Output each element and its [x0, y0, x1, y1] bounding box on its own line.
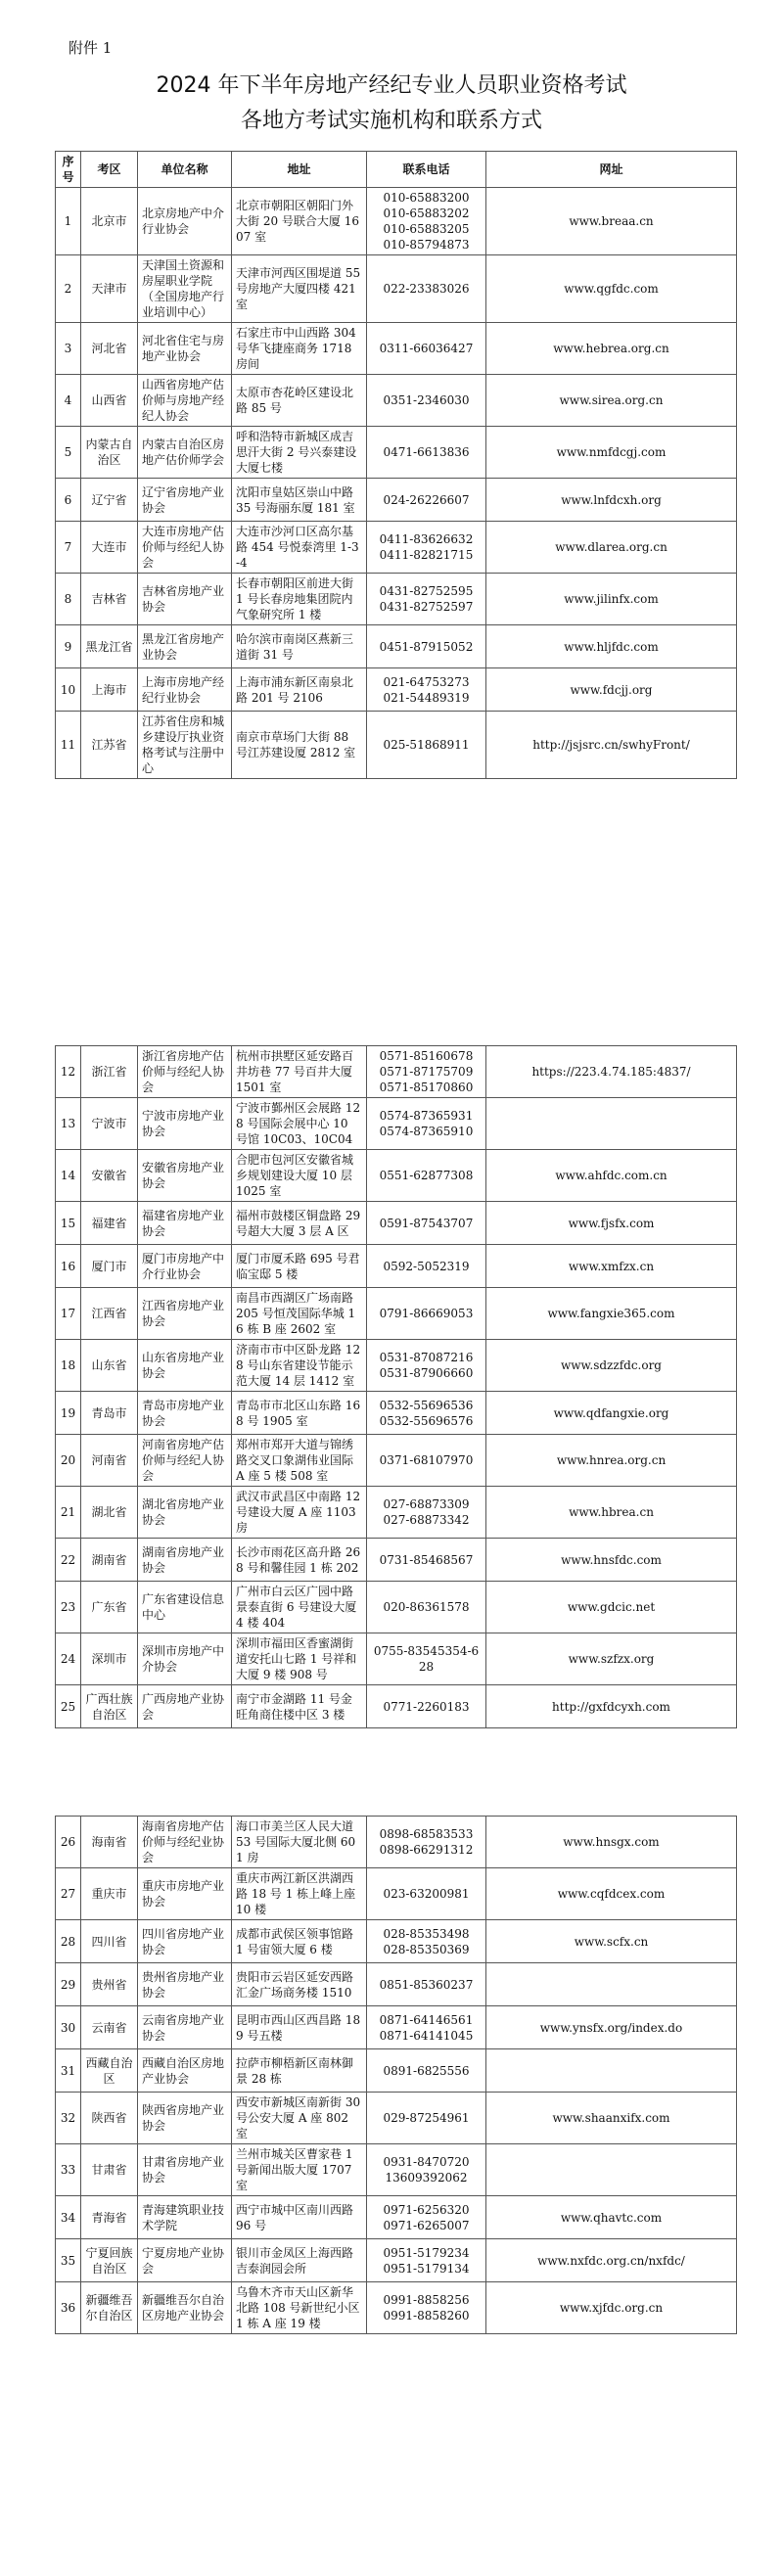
- exam-region: 北京市: [81, 188, 138, 255]
- exam-region: 吉林省: [81, 574, 138, 625]
- exam-region: 上海市: [81, 668, 138, 712]
- address: 南京市草场门大街 88 号江苏建设厦 2812 室: [232, 712, 367, 779]
- phone-number: 0791-86669053: [367, 1288, 486, 1340]
- website: [486, 2144, 737, 2196]
- website: https://223.4.74.185:4837/: [486, 1046, 737, 1098]
- table-row: [56, 574, 737, 625]
- exam-region: 甘肃省: [81, 2144, 138, 2196]
- organization-name: 浙江省房地产估价师与经纪人协会: [138, 1046, 232, 1098]
- row-number: 7: [56, 522, 81, 574]
- website: www.nxfdc.org.cn/nxfdc/: [486, 2239, 737, 2282]
- website: [486, 1963, 737, 2006]
- address: 武汉市武昌区中南路 12 号建设大厦 A 座 1103 房: [232, 1487, 367, 1539]
- row-number: 12: [56, 1046, 81, 1098]
- table-row: [56, 1633, 737, 1685]
- exam-region: 山东省: [81, 1340, 138, 1392]
- row-number: 13: [56, 1098, 81, 1150]
- table-row: [56, 1150, 737, 1202]
- organization-name: 河南省房地产估价师与经纪人协会: [138, 1435, 232, 1487]
- contact-table-page-2: [55, 1045, 737, 1728]
- address: 郑州市郑开大道与锦绣路交叉口象湖伟业国际 A 座 5 楼 508 室: [232, 1435, 367, 1487]
- organization-name: 宁波市房地产业协会: [138, 1098, 232, 1150]
- website: www.xmfzx.cn: [486, 1245, 737, 1288]
- website: www.breaa.cn: [486, 188, 737, 255]
- exam-region: 新疆维吾尔自治区: [81, 2282, 138, 2334]
- organization-name: 深圳市房地产中介协会: [138, 1633, 232, 1685]
- address: 昆明市西山区西昌路 189 号五楼: [232, 2006, 367, 2049]
- exam-region: 辽宁省: [81, 479, 138, 522]
- table-row: [56, 323, 737, 375]
- address: 杭州市拱墅区延安路百井坊巷 77 号百井大厦 1501 室: [232, 1046, 367, 1098]
- row-number: 17: [56, 1288, 81, 1340]
- phone-number: 0531-87087216 0531-87906660: [367, 1340, 486, 1392]
- table-row: [56, 1340, 737, 1392]
- phone-number: 022-23383026: [367, 255, 486, 323]
- table-row: [56, 1202, 737, 1245]
- phone-number: 0551-62877308: [367, 1150, 486, 1202]
- exam-region: 黑龙江省: [81, 625, 138, 668]
- exam-region: 宁夏回族自治区: [81, 2239, 138, 2282]
- table-row: [56, 522, 737, 574]
- address: 上海市浦东新区南泉北路 201 号 2106: [232, 668, 367, 712]
- website: www.szfzx.org: [486, 1633, 737, 1685]
- phone-number: 024-26226607: [367, 479, 486, 522]
- table-row: [56, 427, 737, 479]
- row-number: 2: [56, 255, 81, 323]
- organization-name: 内蒙古自治区房地产估价师学会: [138, 427, 232, 479]
- organization-name: 云南省房地产业协会: [138, 2006, 232, 2049]
- table-row: [56, 1392, 737, 1435]
- exam-region: 云南省: [81, 2006, 138, 2049]
- address: 成都市武侯区领事馆路 1 号宙领大厦 6 楼: [232, 1920, 367, 1963]
- contact-table-page-1: [55, 151, 737, 779]
- address: 拉萨市柳梧新区南林御景 28 栋: [232, 2049, 367, 2093]
- website: www.ynsfx.org/index.do: [486, 2006, 737, 2049]
- phone-number: 010-65883200 010-65883202 010-65883205 010-85794873: [367, 188, 486, 255]
- address: 太原市杏花岭区建设北路 85 号: [232, 375, 367, 427]
- website: www.qgfdc.com: [486, 255, 737, 323]
- row-number: 16: [56, 1245, 81, 1288]
- address: 呼和浩特市新城区成吉思汗大街 2 号兴泰建设大厦七楼: [232, 427, 367, 479]
- row-number: 1: [56, 188, 81, 255]
- address: 石家庄市中山西路 304 号华飞捷座商务 1718 房间: [232, 323, 367, 375]
- website: www.shaanxifx.com: [486, 2093, 737, 2144]
- phone-number: 0971-6256320 0971-6265007: [367, 2196, 486, 2239]
- organization-name: 吉林省房地产业协会: [138, 574, 232, 625]
- phone-number: 027-68873309 027-68873342: [367, 1487, 486, 1539]
- phone-number: 028-85353498 028-85350369: [367, 1920, 486, 1963]
- website: www.cqfdcex.com: [486, 1868, 737, 1920]
- table-row: [56, 1685, 737, 1728]
- header-website: 网址: [486, 152, 737, 188]
- exam-region: 陕西省: [81, 2093, 138, 2144]
- table-row: [56, 712, 737, 779]
- exam-region: 重庆市: [81, 1868, 138, 1920]
- row-number: 34: [56, 2196, 81, 2239]
- organization-name: 西藏自治区房地产业协会: [138, 2049, 232, 2093]
- row-number: 28: [56, 1920, 81, 1963]
- phone-number: 0311-66036427: [367, 323, 486, 375]
- website: www.lnfdcxh.org: [486, 479, 737, 522]
- exam-region: 广东省: [81, 1582, 138, 1633]
- organization-name: 山西省房地产估价师与房地产经纪人协会: [138, 375, 232, 427]
- website: www.dlarea.org.cn: [486, 522, 737, 574]
- phone-number: 0571-85160678 0571-87175709 0571-85170860: [367, 1046, 486, 1098]
- organization-name: 江苏省住房和城乡建设厅执业资格考试与注册中心: [138, 712, 232, 779]
- table-row: [56, 2049, 737, 2093]
- website: [486, 2049, 737, 2093]
- table-row: [56, 2239, 737, 2282]
- table-row: [56, 2282, 737, 2334]
- exam-region: 湖北省: [81, 1487, 138, 1539]
- table-row: [56, 1288, 737, 1340]
- organization-name: 贵州省房地产业协会: [138, 1963, 232, 2006]
- website: www.scfx.cn: [486, 1920, 737, 1963]
- header-no: 序号: [56, 152, 81, 188]
- phone-number: 0898-68583533 0898-66291312: [367, 1817, 486, 1868]
- website: www.sdzzfdc.org: [486, 1340, 737, 1392]
- website: www.jilinfx.com: [486, 574, 737, 625]
- header-region: 考区: [81, 152, 138, 188]
- website: www.hnrea.org.cn: [486, 1435, 737, 1487]
- table-row: [56, 1539, 737, 1582]
- phone-number: 0851-85360237: [367, 1963, 486, 2006]
- organization-name: 陕西省房地产业协会: [138, 2093, 232, 2144]
- phone-number: 023-63200981: [367, 1868, 486, 1920]
- exam-region: 广西壮族自治区: [81, 1685, 138, 1728]
- row-number: 25: [56, 1685, 81, 1728]
- organization-name: 北京房地产中介行业协会: [138, 188, 232, 255]
- exam-region: 天津市: [81, 255, 138, 323]
- organization-name: 黑龙江省房地产业协会: [138, 625, 232, 668]
- row-number: 27: [56, 1868, 81, 1920]
- row-number: 10: [56, 668, 81, 712]
- website: [486, 1098, 737, 1150]
- table-row: [56, 1817, 737, 1868]
- row-number: 32: [56, 2093, 81, 2144]
- organization-name: 辽宁省房地产业协会: [138, 479, 232, 522]
- exam-region: 浙江省: [81, 1046, 138, 1098]
- address: 长春市朝阳区前进大街 1 号长春房地集团院内气象研究所 1 楼: [232, 574, 367, 625]
- exam-region: 大连市: [81, 522, 138, 574]
- phone-number: 029-87254961: [367, 2093, 486, 2144]
- phone-number: 0771-2260183: [367, 1685, 486, 1728]
- organization-name: 山东省房地产业协会: [138, 1340, 232, 1392]
- organization-name: 重庆市房地产业协会: [138, 1868, 232, 1920]
- exam-region: 四川省: [81, 1920, 138, 1963]
- website: www.fdcjj.org: [486, 668, 737, 712]
- organization-name: 上海市房地产经纪行业协会: [138, 668, 232, 712]
- phone-number: 0591-87543707: [367, 1202, 486, 1245]
- address: 南昌市西湖区广场南路 205 号恒茂国际华城 16 栋 B 座 2602 室: [232, 1288, 367, 1340]
- table-row: [56, 375, 737, 427]
- row-number: 30: [56, 2006, 81, 2049]
- table-row: [56, 668, 737, 712]
- website: www.qhavtc.com: [486, 2196, 737, 2239]
- organization-name: 湖北省房地产业协会: [138, 1487, 232, 1539]
- address: 北京市朝阳区朝阳门外大街 20 号联合大厦 1607 室: [232, 188, 367, 255]
- row-number: 14: [56, 1150, 81, 1202]
- organization-name: 广西房地产业协会: [138, 1685, 232, 1728]
- phone-number: 0951-5179234 0951-5179134: [367, 2239, 486, 2282]
- address: 广州市白云区广园中路景泰直街 6 号建设大厦 4 楼 404: [232, 1582, 367, 1633]
- address: 长沙市雨花区高升路 268 号和馨佳园 1 栋 202: [232, 1539, 367, 1582]
- organization-name: 江西省房地产业协会: [138, 1288, 232, 1340]
- address: 西安市新城区南新街 30 号公安大厦 A 座 802 室: [232, 2093, 367, 2144]
- phone-number: 0871-64146561 0871-64141045: [367, 2006, 486, 2049]
- table-row: [56, 1582, 737, 1633]
- attachment-label: 附件 1: [69, 39, 113, 57]
- website: www.hnsgx.com: [486, 1817, 737, 1868]
- website: www.gdcic.net: [486, 1582, 737, 1633]
- organization-name: 安徽省房地产业协会: [138, 1150, 232, 1202]
- phone-number: 0755-83545354-628: [367, 1633, 486, 1685]
- exam-region: 贵州省: [81, 1963, 138, 2006]
- website: www.hnsfdc.com: [486, 1539, 737, 1582]
- table-row: [56, 1868, 737, 1920]
- address: 重庆市两江新区洪湖西路 18 号 1 栋上峰上座 10 楼: [232, 1868, 367, 1920]
- table-row: [56, 479, 737, 522]
- row-number: 5: [56, 427, 81, 479]
- website: www.xjfdc.org.cn: [486, 2282, 737, 2334]
- table-row: [56, 1435, 737, 1487]
- exam-region: 海南省: [81, 1817, 138, 1868]
- exam-region: 厦门市: [81, 1245, 138, 1288]
- table-row: [56, 1098, 737, 1150]
- address: 福州市鼓楼区铜盘路 29 号超大大厦 3 层 A 区: [232, 1202, 367, 1245]
- website: www.nmfdcgj.com: [486, 427, 737, 479]
- exam-region: 河北省: [81, 323, 138, 375]
- row-number: 4: [56, 375, 81, 427]
- phone-number: 020-86361578: [367, 1582, 486, 1633]
- row-number: 11: [56, 712, 81, 779]
- row-number: 31: [56, 2049, 81, 2093]
- address: 银川市金凤区上海西路吉泰润园会所: [232, 2239, 367, 2282]
- phone-number: 0411-83626632 0411-82821715: [367, 522, 486, 574]
- row-number: 29: [56, 1963, 81, 2006]
- phone-number: 0931-8470720 13609392062: [367, 2144, 486, 2196]
- organization-name: 青岛市房地产业协会: [138, 1392, 232, 1435]
- contact-table-page-3: [55, 1816, 737, 2334]
- row-number: 21: [56, 1487, 81, 1539]
- row-number: 35: [56, 2239, 81, 2282]
- exam-region: 山西省: [81, 375, 138, 427]
- exam-region: 河南省: [81, 1435, 138, 1487]
- phone-number: 0592-5052319: [367, 1245, 486, 1288]
- website: www.fangxie365.com: [486, 1288, 737, 1340]
- row-number: 15: [56, 1202, 81, 1245]
- header-address: 地址: [232, 152, 367, 188]
- row-number: 18: [56, 1340, 81, 1392]
- row-number: 19: [56, 1392, 81, 1435]
- row-number: 26: [56, 1817, 81, 1868]
- website: www.ahfdc.com.cn: [486, 1150, 737, 1202]
- row-number: 24: [56, 1633, 81, 1685]
- organization-name: 福建省房地产业协会: [138, 1202, 232, 1245]
- website: www.hljfdc.com: [486, 625, 737, 668]
- table-row: [56, 2196, 737, 2239]
- website: www.hbrea.cn: [486, 1487, 737, 1539]
- website: www.qdfangxie.org: [486, 1392, 737, 1435]
- table-row: [56, 625, 737, 668]
- exam-region: 西藏自治区: [81, 2049, 138, 2093]
- phone-number: 0431-82752595 0431-82752597: [367, 574, 486, 625]
- address: 西宁市城中区南川西路 96 号: [232, 2196, 367, 2239]
- website: www.fjsfx.com: [486, 1202, 737, 1245]
- address: 合肥市包河区安徽省城乡规划建设大厦 10 层 1025 室: [232, 1150, 367, 1202]
- phone-number: 021-64753273 021-54489319: [367, 668, 486, 712]
- exam-region: 湖南省: [81, 1539, 138, 1582]
- website: http://gxfdcyxh.com: [486, 1685, 737, 1728]
- address: 天津市河西区围堤道 55 号房地产大厦四楼 421 室: [232, 255, 367, 323]
- phone-number: 0371-68107970: [367, 1435, 486, 1487]
- organization-name: 四川省房地产业协会: [138, 1920, 232, 1963]
- phone-number: 0991-8858256 0991-8858260: [367, 2282, 486, 2334]
- organization-name: 宁夏房地产业协会: [138, 2239, 232, 2282]
- phone-number: 0532-55696536 0532-55696576: [367, 1392, 486, 1435]
- address: 宁波市鄞州区会展路 128 号国际会展中心 10 号馆 10C03、10C04: [232, 1098, 367, 1150]
- address: 济南市市中区卧龙路 128 号山东省建设节能示范大厦 14 层 1412 室: [232, 1340, 367, 1392]
- organization-name: 广东省建设信息中心: [138, 1582, 232, 1633]
- exam-region: 深圳市: [81, 1633, 138, 1685]
- table-row: [56, 2093, 737, 2144]
- organization-name: 天津国土资源和房屋职业学院（全国房地产行业培训中心）: [138, 255, 232, 323]
- organization-name: 海南省房地产估价师与经纪业协会: [138, 1817, 232, 1868]
- address: 贵阳市云岩区延安西路汇金广场商务楼 1510: [232, 1963, 367, 2006]
- phone-number: 0351-2346030: [367, 375, 486, 427]
- organization-name: 新疆维吾尔自治区房地产业协会: [138, 2282, 232, 2334]
- table-row: [56, 188, 737, 255]
- phone-number: 0451-87915052: [367, 625, 486, 668]
- website: www.hebrea.org.cn: [486, 323, 737, 375]
- organization-name: 青海建筑职业技术学院: [138, 2196, 232, 2239]
- exam-region: 江苏省: [81, 712, 138, 779]
- exam-region: 青岛市: [81, 1392, 138, 1435]
- table-row: [56, 2144, 737, 2196]
- row-number: 20: [56, 1435, 81, 1487]
- table-row: [56, 1963, 737, 2006]
- table-row: [56, 2006, 737, 2049]
- address: 青岛市市北区山东路 168 号 1905 室: [232, 1392, 367, 1435]
- organization-name: 大连市房地产估价师与经纪人协会: [138, 522, 232, 574]
- organization-name: 湖南省房地产业协会: [138, 1539, 232, 1582]
- exam-region: 福建省: [81, 1202, 138, 1245]
- exam-region: 内蒙古自治区: [81, 427, 138, 479]
- address: 乌鲁木齐市天山区新华北路 108 号新世纪小区 1 栋 A 座 19 楼: [232, 2282, 367, 2334]
- exam-region: 安徽省: [81, 1150, 138, 1202]
- row-number: 8: [56, 574, 81, 625]
- row-number: 23: [56, 1582, 81, 1633]
- table-row: [56, 1920, 737, 1963]
- address: 兰州市城关区曹家巷 1 号新闻出版大厦 1707 室: [232, 2144, 367, 2196]
- header-phone: 联系电话: [367, 152, 486, 188]
- address: 海口市美兰区人民大道 53 号国际大厦北侧 601 房: [232, 1817, 367, 1868]
- table-row: [56, 255, 737, 323]
- table-row: [56, 1245, 737, 1288]
- phone-number: 0891-6825556: [367, 2049, 486, 2093]
- address: 大连市沙河口区高尔基路 454 号悦泰湾里 1-3-4: [232, 522, 367, 574]
- address: 深圳市福田区香蜜湖街道安托山七路 1 号祥和大厦 9 楼 908 号: [232, 1633, 367, 1685]
- header-org: 单位名称: [138, 152, 232, 188]
- exam-region: 江西省: [81, 1288, 138, 1340]
- row-number: 3: [56, 323, 81, 375]
- exam-region: 青海省: [81, 2196, 138, 2239]
- table-row: [56, 1487, 737, 1539]
- row-number: 36: [56, 2282, 81, 2334]
- address: 沈阳市皇姑区崇山中路 35 号海丽东厦 181 室: [232, 479, 367, 522]
- row-number: 22: [56, 1539, 81, 1582]
- row-number: 33: [56, 2144, 81, 2196]
- website: www.sirea.org.cn: [486, 375, 737, 427]
- phone-number: 0471-6613836: [367, 427, 486, 479]
- organization-name: 厦门市房地产中介行业协会: [138, 1245, 232, 1288]
- organization-name: 河北省住宅与房地产业协会: [138, 323, 232, 375]
- table-row: [56, 1046, 737, 1098]
- document-title-line-2: 各地方考试实施机构和联系方式: [240, 109, 542, 133]
- address: 南宁市金湖路 11 号金旺角商住楼中区 3 楼: [232, 1685, 367, 1728]
- organization-name: 甘肃省房地产业协会: [138, 2144, 232, 2196]
- address: 哈尔滨市南岗区燕新三道街 31 号: [232, 625, 367, 668]
- document-title-line-1: 2024 年下半年房地产经纪专业人员职业资格考试: [156, 73, 627, 98]
- phone-number: 0574-87365931 0574-87365910: [367, 1098, 486, 1150]
- website: http://jsjsrc.cn/swhyFront/: [486, 712, 737, 779]
- address: 厦门市厦禾路 695 号君临宝邸 5 楼: [232, 1245, 367, 1288]
- row-number: 6: [56, 479, 81, 522]
- exam-region: 宁波市: [81, 1098, 138, 1150]
- row-number: 9: [56, 625, 81, 668]
- phone-number: 0731-85468567: [367, 1539, 486, 1582]
- phone-number: 025-51868911: [367, 712, 486, 779]
